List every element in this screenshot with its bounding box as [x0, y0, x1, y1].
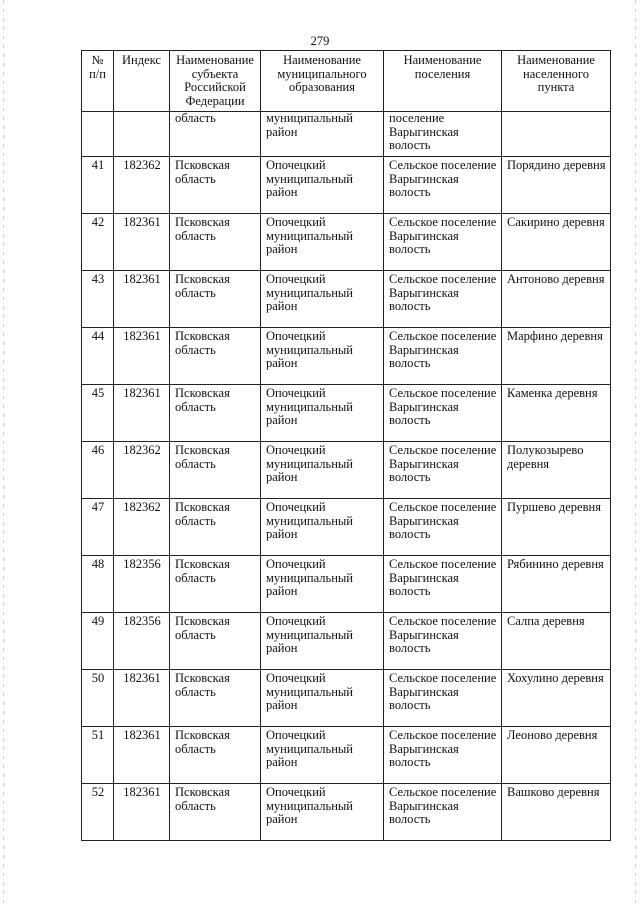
cell-subject: Псковская область	[170, 442, 261, 499]
cell-locality: Марфино деревня	[502, 328, 611, 385]
cell-subject: Псковская область	[170, 670, 261, 727]
cell-num: 52	[82, 784, 114, 841]
table-row-continuation	[82, 112, 611, 157]
settlements-table	[81, 50, 611, 841]
table-row	[82, 784, 611, 841]
table-row	[82, 271, 611, 328]
cell-settlement: Сельское поселение Варыгинская волость	[384, 727, 502, 784]
cell-settlement: Сельское поселение Варыгинская волость	[384, 556, 502, 613]
cell-settlement: Сельское поселение Варыгинская волость	[384, 442, 502, 499]
cell-num: 50	[82, 670, 114, 727]
cell-municipality: Опочецкий муниципальный район	[261, 214, 384, 271]
cell-settlement: Сельское поселение Варыгинская волость	[384, 385, 502, 442]
cell-num: 41	[82, 157, 114, 214]
cell-index: 182362	[114, 157, 170, 214]
table-row	[82, 727, 611, 784]
cell-subject: Псковская область	[170, 784, 261, 841]
cell-settlement: Сельское поселение Варыгинская волость	[384, 157, 502, 214]
cell-locality: Полукозырево деревня	[502, 442, 611, 499]
cell-municipality: Опочецкий муниципальный район	[261, 613, 384, 670]
cell-index: 182362	[114, 499, 170, 556]
cell-num: 49	[82, 613, 114, 670]
cell-num: 51	[82, 727, 114, 784]
table-row	[82, 670, 611, 727]
header-settlement: Наименование поселения	[384, 51, 502, 112]
cell-index	[114, 112, 170, 157]
cell-index: 182361	[114, 214, 170, 271]
table-row	[82, 385, 611, 442]
cell-locality: Хохулино деревня	[502, 670, 611, 727]
cell-locality: Сакирино деревня	[502, 214, 611, 271]
cell-locality: Леоново деревня	[502, 727, 611, 784]
header-locality: Наименование населенного пункта	[502, 51, 611, 112]
cell-num	[82, 112, 114, 157]
cell-locality: Пуршево деревня	[502, 499, 611, 556]
header-index: Индекс	[114, 51, 170, 112]
cell-municipality: Опочецкий муниципальный район	[261, 670, 384, 727]
cell-index: 182361	[114, 784, 170, 841]
cell-subject: Псковская область	[170, 157, 261, 214]
cell-municipality: Опочецкий муниципальный район	[261, 499, 384, 556]
cell-num: 43	[82, 271, 114, 328]
table-row	[82, 556, 611, 613]
cell-municipality: муниципальный район	[261, 112, 384, 157]
cell-subject: Псковская область	[170, 613, 261, 670]
cell-settlement: Сельское поселение Варыгинская волость	[384, 670, 502, 727]
cell-settlement: Сельское поселение Варыгинская волость	[384, 613, 502, 670]
cell-num: 48	[82, 556, 114, 613]
cell-num: 42	[82, 214, 114, 271]
cell-municipality: Опочецкий муниципальный район	[261, 727, 384, 784]
scan-edge-left	[3, 0, 4, 905]
table-row	[82, 499, 611, 556]
cell-locality: Рябинино деревня	[502, 556, 611, 613]
cell-num: 47	[82, 499, 114, 556]
cell-index: 182361	[114, 271, 170, 328]
cell-num: 44	[82, 328, 114, 385]
cell-index: 182361	[114, 328, 170, 385]
cell-num: 46	[82, 442, 114, 499]
cell-index: 182362	[114, 442, 170, 499]
page-number: 279	[310, 34, 330, 48]
cell-index: 182356	[114, 556, 170, 613]
cell-locality: Салпа деревня	[502, 613, 611, 670]
cell-index: 182356	[114, 613, 170, 670]
cell-subject: Псковская область	[170, 385, 261, 442]
cell-municipality: Опочецкий муниципальный район	[261, 784, 384, 841]
cell-locality: Порядино деревня	[502, 157, 611, 214]
cell-municipality: Опочецкий муниципальный район	[261, 385, 384, 442]
cell-subject: Псковская область	[170, 214, 261, 271]
scan-edge-right	[635, 0, 636, 905]
cell-settlement: поселение Варыгинская волость	[384, 112, 502, 157]
cell-subject: область	[170, 112, 261, 157]
table-row	[82, 157, 611, 214]
cell-locality: Каменка деревня	[502, 385, 611, 442]
cell-num: 45	[82, 385, 114, 442]
cell-municipality: Опочецкий муниципальный район	[261, 328, 384, 385]
header-subject: Наименование субъекта Российской Федерации	[170, 51, 261, 112]
cell-index: 182361	[114, 670, 170, 727]
cell-subject: Псковская область	[170, 727, 261, 784]
cell-locality: Вашково деревня	[502, 784, 611, 841]
cell-municipality: Опочецкий муниципальный район	[261, 442, 384, 499]
cell-municipality: Опочецкий муниципальный район	[261, 157, 384, 214]
cell-municipality: Опочецкий муниципальный район	[261, 556, 384, 613]
table-row	[82, 613, 611, 670]
table-row	[82, 442, 611, 499]
cell-settlement: Сельское поселение Варыгинская волость	[384, 328, 502, 385]
cell-subject: Псковская область	[170, 556, 261, 613]
table-row	[82, 214, 611, 271]
header-num: № п/п	[82, 51, 114, 112]
cell-subject: Псковская область	[170, 499, 261, 556]
cell-locality	[502, 112, 611, 157]
cell-subject: Псковская область	[170, 328, 261, 385]
cell-index: 182361	[114, 727, 170, 784]
cell-index: 182361	[114, 385, 170, 442]
table-row	[82, 328, 611, 385]
cell-settlement: Сельское поселение Варыгинская волость	[384, 214, 502, 271]
cell-subject: Псковская область	[170, 271, 261, 328]
cell-locality: Антоново деревня	[502, 271, 611, 328]
cell-settlement: Сельское поселение Варыгинская волость	[384, 271, 502, 328]
cell-municipality: Опочецкий муниципальный район	[261, 271, 384, 328]
table-header-row	[82, 51, 611, 112]
header-municipality: Наименование муниципального образования	[261, 51, 384, 112]
cell-settlement: Сельское поселение Варыгинская волость	[384, 784, 502, 841]
cell-settlement: Сельское поселение Варыгинская волость	[384, 499, 502, 556]
